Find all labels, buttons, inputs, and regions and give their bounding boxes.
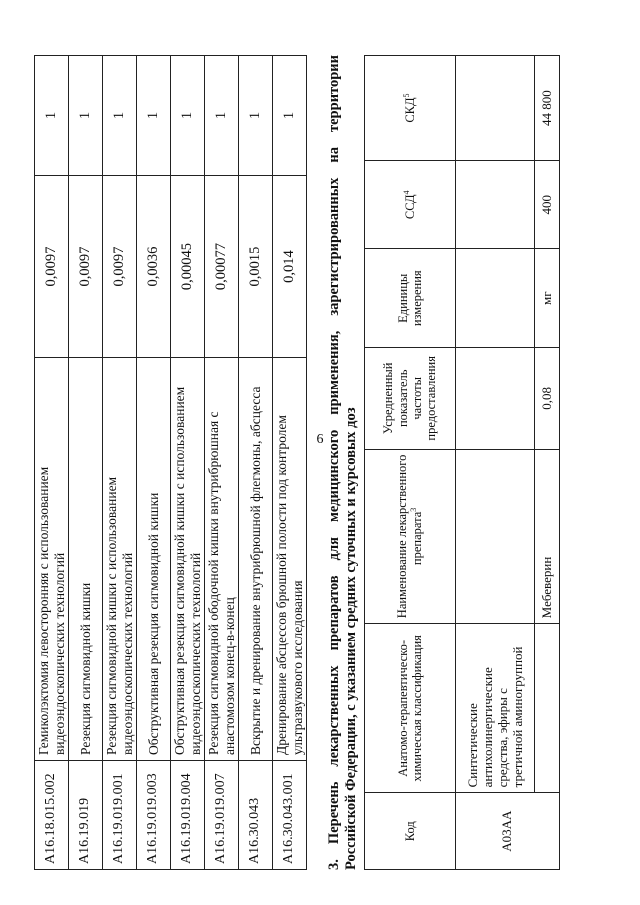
header-ssd-text: ССД <box>403 194 418 220</box>
procedure-code: A16.19.019.007 <box>205 761 239 870</box>
table-row <box>103 56 137 870</box>
footnote-4: 4 <box>402 190 412 195</box>
drugs-table <box>364 55 560 870</box>
procedure-code: A16.19.019.001 <box>103 761 137 870</box>
procedure-count: 1 <box>239 56 273 176</box>
procedure-count: 1 <box>273 56 307 176</box>
header-skd <box>365 56 456 161</box>
header-drug-name-text: Наименование лекарственного препарата <box>395 454 425 619</box>
drug-ssd: 400 <box>535 161 560 249</box>
procedure-value: 0,0036 <box>137 176 171 358</box>
empty-cell <box>456 56 535 161</box>
atc-group <box>456 624 535 793</box>
header-units: Единицы измерения <box>365 249 456 348</box>
header-frequency: Усредненный показатель частоты предоставления <box>365 348 456 449</box>
procedure-count: 1 <box>103 56 137 176</box>
rotated-page-content <box>34 55 554 870</box>
table-row <box>171 56 205 870</box>
procedure-count: 1 <box>205 56 239 176</box>
drug-name: Мебеверин <box>535 449 560 624</box>
procedure-code: A16.19.019.004 <box>171 761 205 870</box>
section-heading <box>326 55 360 870</box>
procedure-count: 1 <box>171 56 205 176</box>
header-drug-name <box>365 449 456 624</box>
procedure-name: Резекция сигмовидной кишки <box>69 358 103 761</box>
section-heading-line-1: 3. Перечень лекарственных препаратов для медицинского применения, зарегистрированных на территории <box>326 55 342 870</box>
procedure-value: 0,00045 <box>171 176 205 358</box>
procedure-value: 0,0015 <box>239 176 273 358</box>
procedure-name: Дренирование абсцессов брюшной полости под контролем ультразвукового исследования <box>273 358 307 761</box>
procedure-code: A16.30.043 <box>239 761 273 870</box>
table-row <box>137 56 171 870</box>
header-atc: Анатомо-терапевтическо-химическая классификация <box>365 624 456 793</box>
atc-code: A03AA <box>456 793 560 870</box>
empty-cell <box>535 624 560 793</box>
atc-group-text: Синтетические антихолинергические средства, эфиры с третичной аминогруппой <box>465 646 525 788</box>
empty-cell <box>456 161 535 249</box>
header-ssd <box>365 161 456 249</box>
table-row <box>456 56 535 870</box>
drug-frequency: 0,08 <box>535 348 560 449</box>
table-row <box>205 56 239 870</box>
empty-cell <box>456 348 535 449</box>
table-row <box>69 56 103 870</box>
empty-cell <box>456 449 535 624</box>
procedure-value: 0,014 <box>273 176 307 358</box>
procedure-code: A16.19.019 <box>69 761 103 870</box>
procedure-code: A16.30.043.001 <box>273 761 307 870</box>
procedure-count: 1 <box>69 56 103 176</box>
procedure-name: Обструктивная резекция сигмовидной кишки <box>137 358 171 761</box>
procedure-value: 0,00077 <box>205 176 239 358</box>
section-heading-line-2: Российской Федерации, с указанием средних суточных и курсовых доз <box>343 407 359 870</box>
procedure-value: 0,0097 <box>103 176 137 358</box>
footnote-3: 3 <box>409 507 419 512</box>
procedure-name: Гемиколэктомия левосторонняя с использованием видеоэндоскопических технологий <box>35 358 69 761</box>
procedure-name: Вскрытие и дренирование внутрибрюшной флегмоны, абсцесса <box>239 358 273 761</box>
procedure-count: 1 <box>137 56 171 176</box>
header-skd-text: СКД <box>403 97 418 123</box>
procedures-table <box>34 55 307 870</box>
procedure-name: Резекция сигмовидной ободочной кишки внутрибрюшная с анастомозом конец-в-конец <box>205 358 239 761</box>
table-row <box>535 56 560 870</box>
procedure-value: 0,0097 <box>69 176 103 358</box>
procedure-name: Обструктивная резекция сигмовидной кишки с использованием видеоэндоскопических технологий <box>171 358 205 761</box>
table-row <box>273 56 307 870</box>
empty-cell <box>456 249 535 348</box>
table-row <box>239 56 273 870</box>
procedure-code: A16.19.019.003 <box>137 761 171 870</box>
procedure-code: A16.18.015.002 <box>35 761 69 870</box>
drug-skd: 44 800 <box>535 56 560 161</box>
procedure-name: Резекция сигмовидной кишки с использованием видеоэндоскопических технологий <box>103 358 137 761</box>
header-code: Код <box>365 793 456 870</box>
drugs-table-header <box>365 56 456 870</box>
footnote-5: 5 <box>402 93 412 98</box>
procedure-count: 1 <box>35 56 69 176</box>
drug-units: мг <box>535 249 560 348</box>
procedure-value: 0,0097 <box>35 176 69 358</box>
table-row <box>35 56 69 870</box>
page-number: 6 <box>316 432 324 447</box>
